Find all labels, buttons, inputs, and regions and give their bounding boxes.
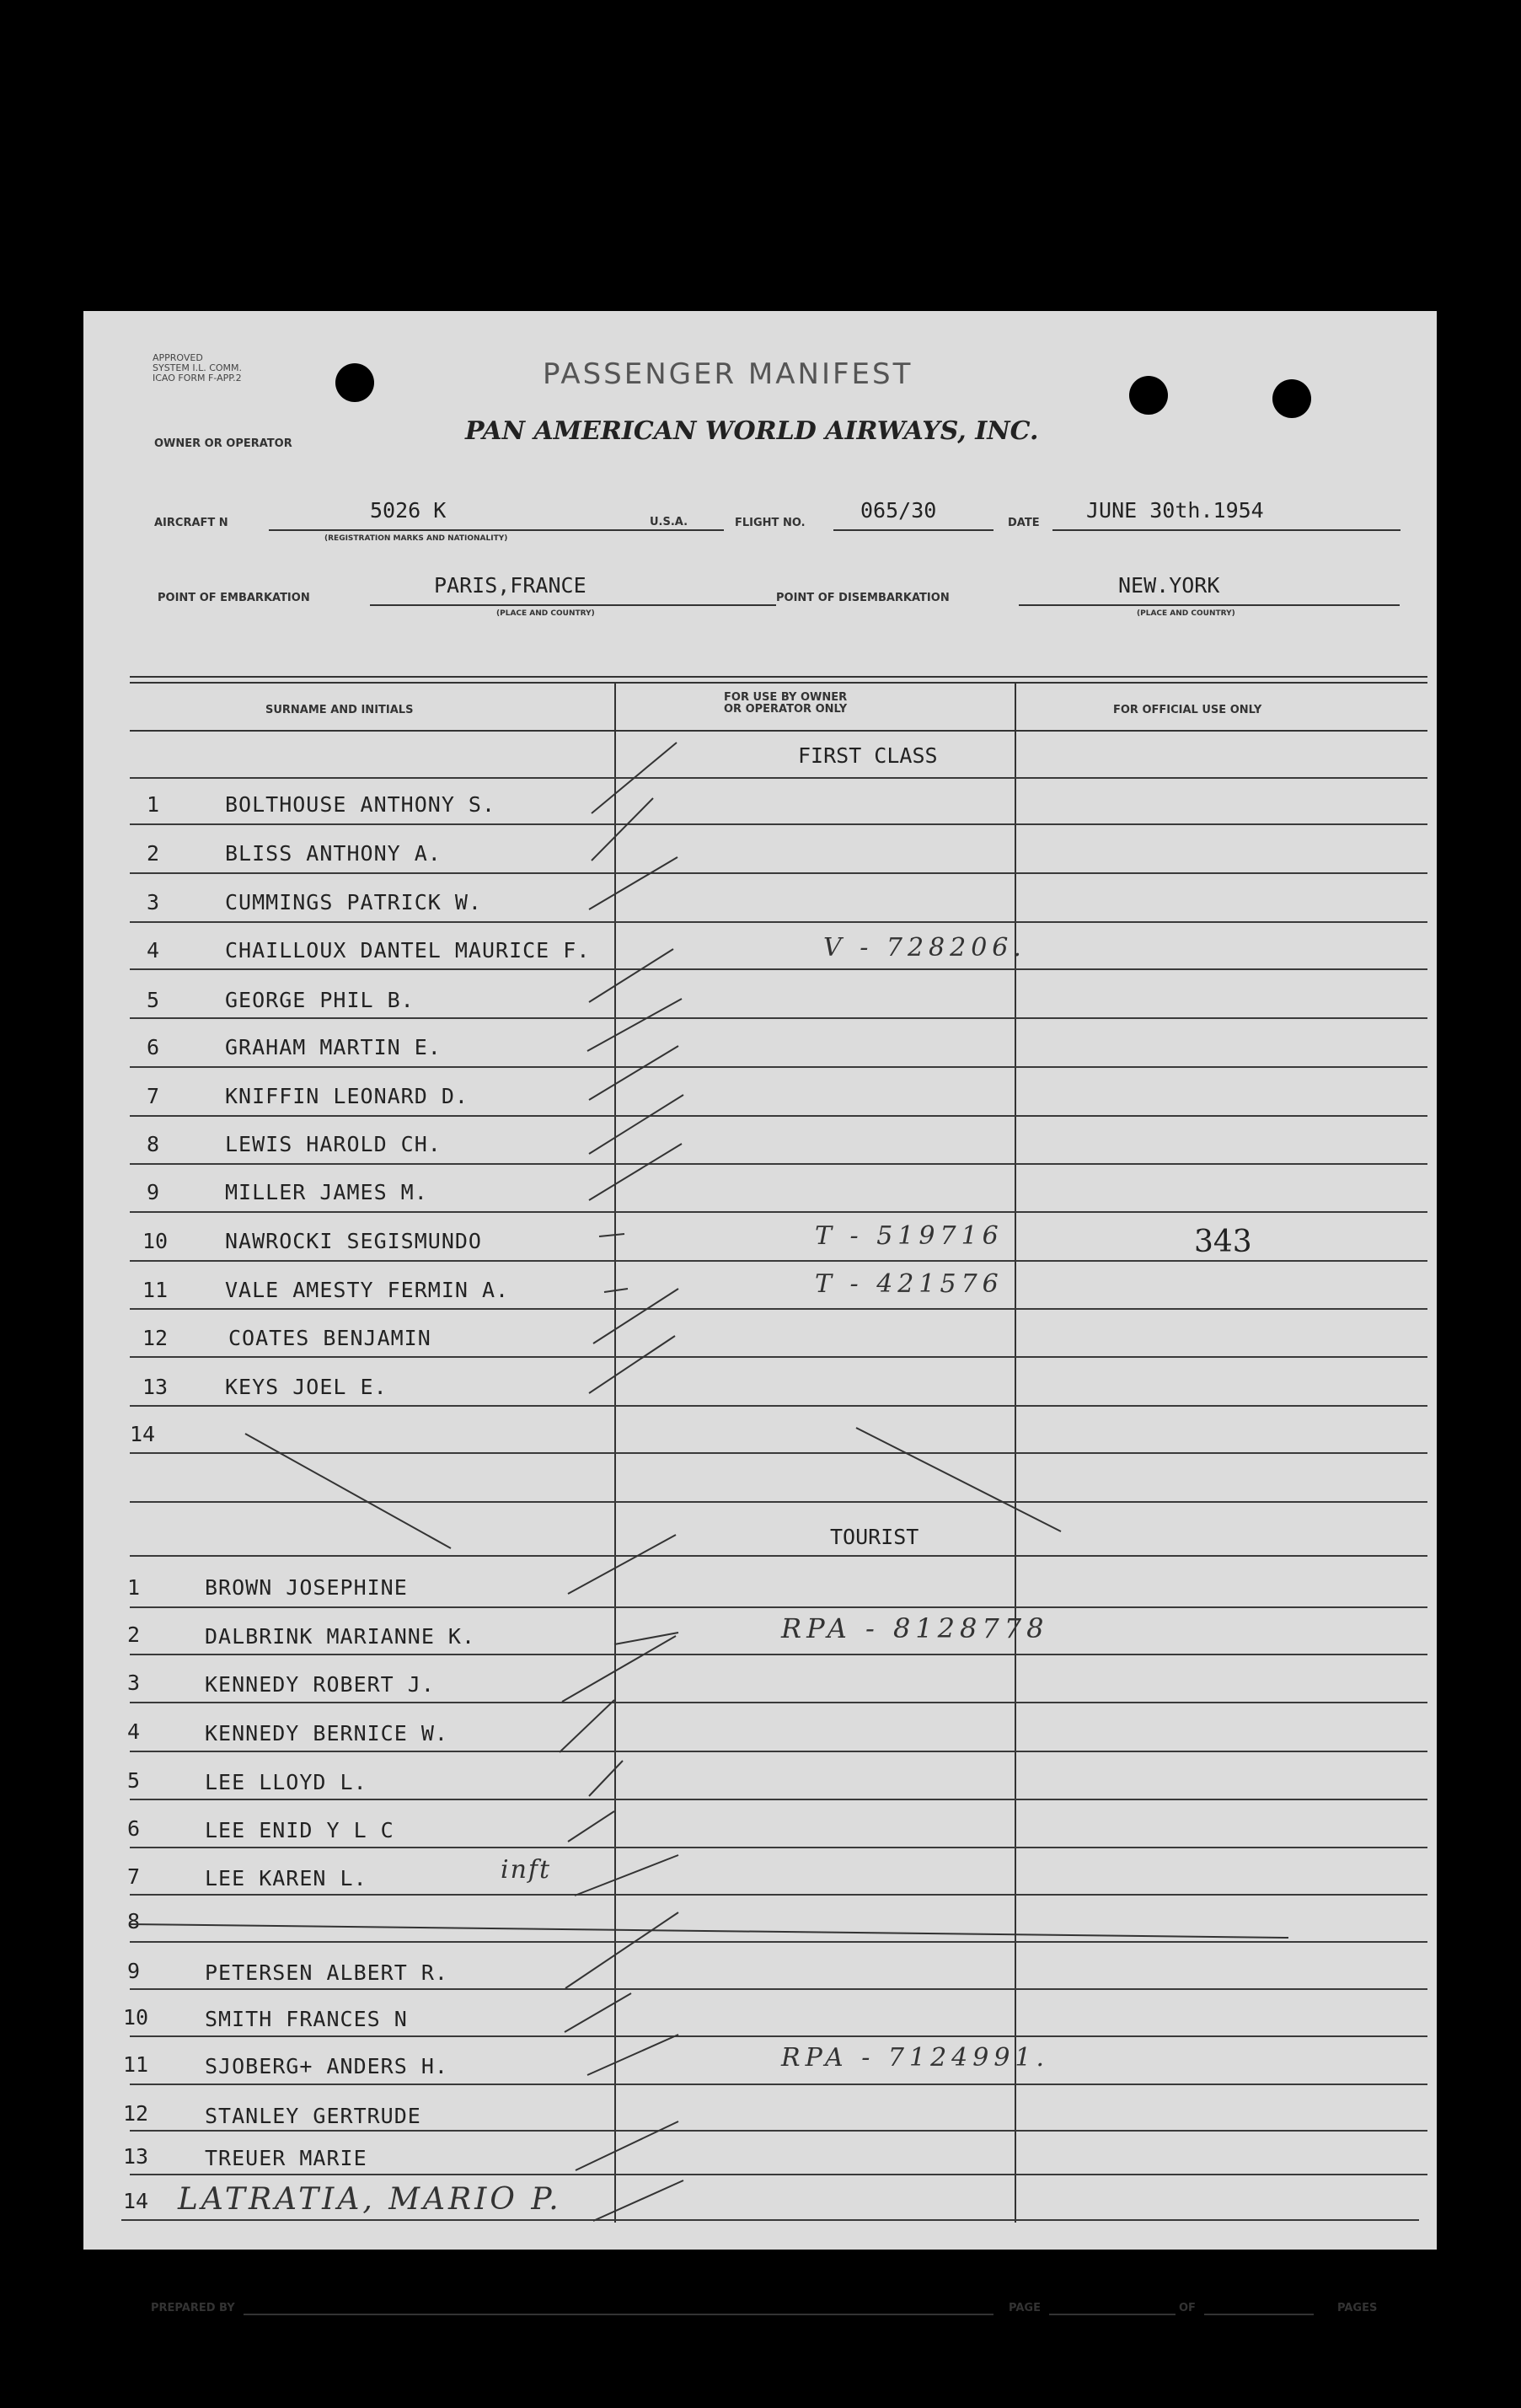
passenger-name: GEORGE PHIL B. — [225, 988, 415, 1012]
row-number: 10 — [142, 1229, 169, 1253]
disembarkation-label: POINT OF DISEMBARKATION — [776, 592, 950, 604]
passenger-name: CUMMINGS PATRICK W. — [225, 890, 482, 914]
embarkation-value: PARIS,FRANCE — [434, 573, 586, 598]
passenger-name: KEYS JOEL E. — [225, 1375, 388, 1399]
approved-line-1: APPROVED — [153, 352, 203, 363]
passenger-name: SJOBERG+ ANDERS H. — [205, 2054, 448, 2078]
row-number: 2 — [127, 1622, 141, 1647]
row-number: 4 — [147, 938, 160, 963]
embarkation-sub-label: (PLACE AND COUNTRY) — [496, 609, 595, 618]
passenger-name: LEE LLOYD L. — [205, 1770, 367, 1794]
row-number: 12 — [123, 2101, 149, 2126]
row-number: 8 — [127, 1909, 141, 1933]
manifest-sheet — [83, 311, 1437, 2314]
flight-value: 065/30 — [860, 498, 937, 523]
row-number: 6 — [147, 1035, 160, 1059]
passenger-name: PETERSEN ALBERT R. — [205, 1960, 448, 1985]
passenger-name: KENNEDY ROBERT J. — [205, 1672, 435, 1697]
passenger-name: COATES BENJAMIN — [228, 1326, 431, 1350]
handwritten-passenger-name: LATRATIA, MARIO P. — [178, 2182, 562, 2217]
row-number: 14 — [123, 2189, 149, 2213]
row-number: 1 — [127, 1575, 141, 1600]
owner-use-line-2: OR OPERATOR ONLY — [724, 703, 848, 716]
row-number: 7 — [127, 1864, 141, 1889]
row-number: 9 — [127, 1959, 141, 1983]
check-marks — [83, 311, 1437, 2250]
passenger-name: LEE KAREN L. — [205, 1866, 367, 1890]
passenger-name: DALBRINK MARIANNE K. — [205, 1624, 476, 1649]
row-number: 5 — [127, 1768, 141, 1793]
passenger-name: CHAILLOUX DANTEL MAURICE F. — [225, 938, 591, 963]
column-header-official: FOR OFFICIAL USE ONLY — [1113, 704, 1262, 716]
disembarkation-value: NEW.YORK — [1118, 573, 1220, 598]
embarkation-label: POINT OF EMBARKATION — [158, 592, 310, 604]
airline-name: PAN AMERICAN WORLD AIRWAYS, INC. — [465, 416, 1039, 446]
aircraft-sub-label: (REGISTRATION MARKS AND NATIONALITY) — [324, 534, 508, 543]
passenger-name: NAWROCKI SEGISMUNDO — [225, 1229, 482, 1253]
row-number: 1 — [147, 792, 160, 817]
official-stamp-number: 343 — [1194, 1225, 1252, 1259]
handwritten-document-number: RPA - 8128778 — [781, 1612, 1049, 1644]
row-number: 12 — [142, 1326, 169, 1350]
row-number: 13 — [123, 2144, 149, 2169]
passenger-name: VALE AMESTY FERMIN A. — [225, 1278, 510, 1302]
owner-label: OWNER OR OPERATOR — [154, 437, 292, 450]
handwritten-document-number: RPA - 7124991. — [781, 2043, 1050, 2073]
row-number: 5 — [147, 988, 160, 1012]
passenger-name: STANLEY GERTRUDE — [205, 2104, 421, 2128]
row-number: 9 — [147, 1180, 160, 1204]
disembarkation-sub-label: (PLACE AND COUNTRY) — [1137, 609, 1235, 618]
date-value: JUNE 30th.1954 — [1086, 498, 1264, 523]
passenger-name: KENNEDY BERNICE W. — [205, 1721, 448, 1746]
tourist-heading: TOURIST — [830, 1525, 919, 1549]
row-number: 7 — [147, 1084, 160, 1108]
passenger-name: TREUER MARIE — [205, 2146, 367, 2170]
passenger-name: BOLTHOUSE ANTHONY S. — [225, 792, 496, 817]
handwritten-document-number: T - 421576 — [815, 1269, 1004, 1299]
approved-line-2: SYSTEM I.L. COMM. — [153, 362, 243, 373]
row-number: 13 — [142, 1375, 169, 1399]
passenger-name: BLISS ANTHONY A. — [225, 841, 442, 866]
row-number: 4 — [127, 1719, 141, 1744]
passenger-name: GRAHAM MARTIN E. — [225, 1035, 442, 1059]
of-label: OF — [1179, 2302, 1196, 2314]
passenger-name: LEWIS HAROLD CH. — [225, 1132, 442, 1156]
row-number: 8 — [147, 1132, 160, 1156]
first-class-heading: FIRST CLASS — [798, 743, 938, 768]
pages-label: PAGES — [1337, 2302, 1378, 2314]
passenger-name: BROWN JOSEPHINE — [205, 1575, 408, 1600]
handwritten-document-number: V - 728206. — [823, 933, 1026, 963]
aircraft-label: AIRCRAFT N — [154, 517, 228, 529]
usa-label: U.S.A. — [650, 516, 688, 528]
owner-use-line-1: FOR USE BY OWNER — [724, 691, 848, 704]
aircraft-value: 5026 K — [370, 498, 447, 523]
handwritten-document-number: T - 519716 — [815, 1221, 1004, 1251]
passenger-name: SMITH FRANCES N — [205, 2007, 408, 2031]
passenger-name: KNIFFIN LEONARD D. — [225, 1084, 469, 1108]
row-number: 11 — [123, 2052, 149, 2077]
row-number: 11 — [142, 1278, 169, 1302]
row-number: 14 — [130, 1422, 156, 1446]
prepared-by-label: PREPARED BY — [151, 2302, 235, 2314]
column-header-surname: SURNAME AND INITIALS — [265, 704, 414, 716]
row-number: 6 — [127, 1816, 141, 1841]
passenger-name: MILLER JAMES M. — [225, 1180, 428, 1204]
passenger-name: LEE ENID Y L C — [205, 1818, 394, 1842]
row-number: 3 — [147, 890, 160, 914]
document-title: PASSENGER MANIFEST — [543, 357, 913, 391]
page-label: PAGE — [1009, 2302, 1041, 2314]
date-label: DATE — [1008, 517, 1040, 529]
row-number: 2 — [147, 841, 160, 866]
row-number: 10 — [123, 2005, 149, 2030]
approved-line-3: ICAO FORM F-APP.2 — [153, 373, 242, 383]
row-number: 3 — [127, 1671, 141, 1695]
handwritten-infant-note: inft — [501, 1855, 552, 1885]
flight-label: FLIGHT NO. — [735, 517, 806, 529]
